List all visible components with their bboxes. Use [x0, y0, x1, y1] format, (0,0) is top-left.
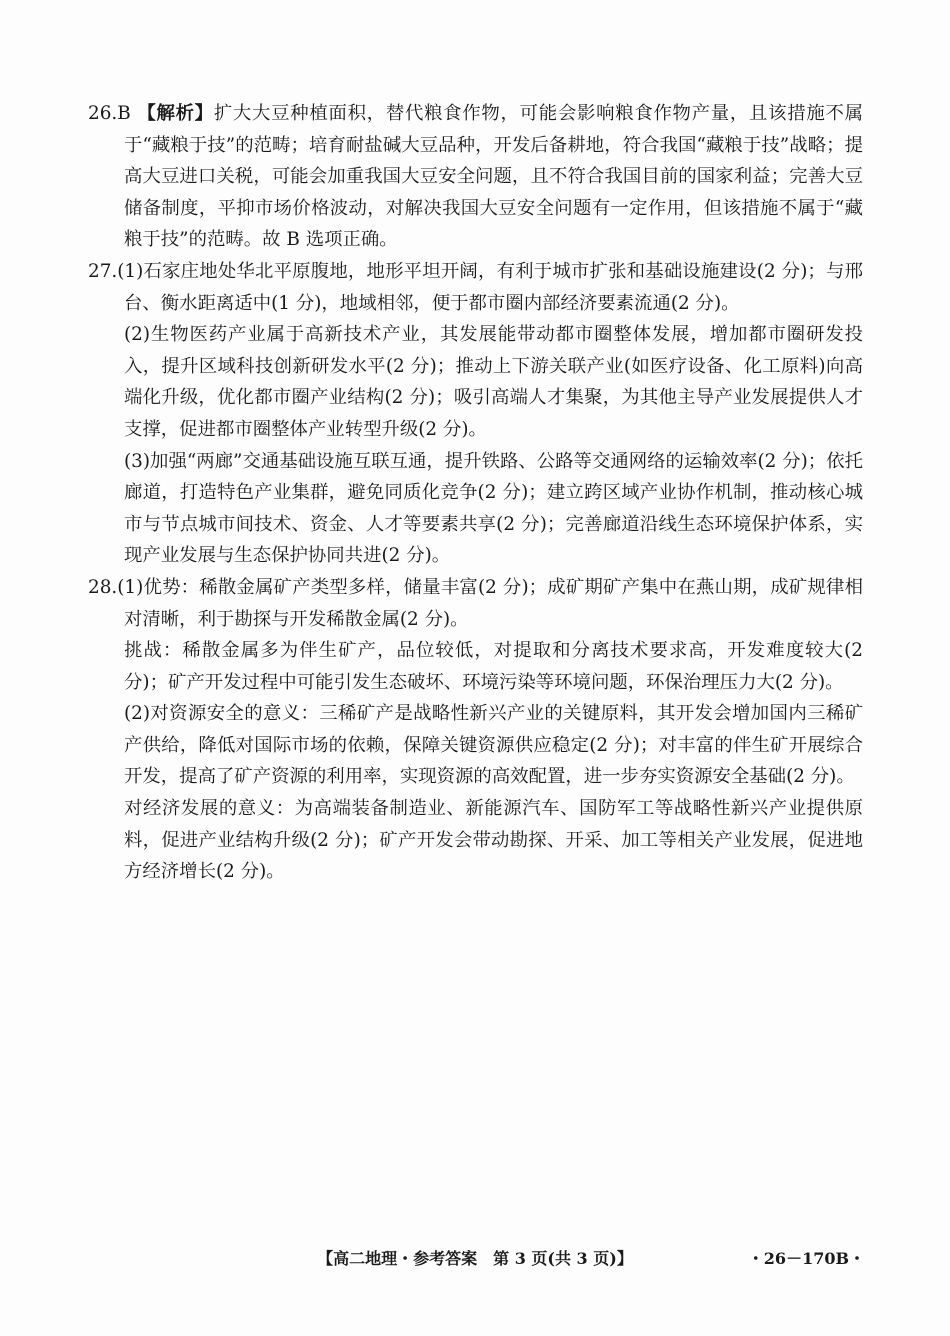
- answer-content: [88, 98, 863, 888]
- question-28-part-2-resource-security: (2)对资源安全的意义：三稀矿产是战略性新兴产业的关键原料，其开发会增加国内三稀矿产供给，降低对国际市场的依赖，保障关键资源供应稳定(2 分)；对丰富的伴生矿开展综合开发，提高了矿产资源的利用率，实现资源的高效配置，进一步夯实资源安全基础(2 分)。: [124, 703, 863, 788]
- question-26: [88, 98, 863, 256]
- question-28-part-1-challenges: 挑战：稀散金属多为伴生矿产，品位较低，对提取和分离技术要求高，开发难度较大(2 分)；矿产开发过程中可能引发生态破坏、环境污染等环境问题，环保治理压力大(2 分)。: [124, 640, 863, 693]
- question-28-part-2-economic: 对经济发展的意义：为高端装备制造业、新能源汽车、国防军工等战略性新兴产业提供原料，促进产业结构升级(2 分)；矿产开发会带动勘探、开采、加工等相关产业发展，促进地方经济增长(2 分)。: [124, 798, 863, 883]
- question-26-answer: B: [117, 103, 138, 124]
- question-28-part-1: [88, 572, 863, 635]
- page-footer: [0, 1246, 950, 1272]
- question-28-part-1-text: (1)优势：稀散金属矿产类型多样，储量丰富(2 分)；成矿期矿产集中在燕山期，成矿规律相对清晰，利于勘探与开发稀散金属(2 分)。: [117, 576, 863, 630]
- question-28-number: 28.: [88, 576, 118, 598]
- question-27-part-1-text: (1)石家庄地处华北平原腹地，地形平坦开阔，有利于城市扩张和基础设施建设(2 分)；与邢台、衡水距离适中(1 分)，地域相邻，便于都市圈内部经济要素流通(2 分)。: [117, 260, 863, 314]
- question-26-analysis-text: 扩大大豆种植面积，替代粮食作物，可能会影响粮食作物产量，且该措施不属于“藏粮于技”的范畴；培育耐盐碱大豆品种，开发后备耕地，符合我国“藏粮于技”战略；提高大豆进口关税，可能会加重我国大豆安全问题，且不符合我国目前的国家利益；完善大豆储备制度，平抑市场价格波动，对解决我国大豆安全问题有一定作用，但该措施不属于“藏粮于技”的范畴。故 B 选项正确。: [124, 103, 863, 251]
- footer-code: ・26－170B・: [747, 1249, 865, 1268]
- question-27-number: 27.: [88, 260, 118, 282]
- question-27-part-1: [88, 256, 863, 319]
- question-26-analysis-tag: 【解析】: [137, 103, 214, 124]
- question-27-part-3: (3)加强“两廊”交通基础设施互联互通，提升铁路、公路等交通网络的运输效率(2 分)；依托廊道，打造特色产业集群，避免同质化竞争(2 分)；建立跨区域产业协作机制，推动核心城市与节点城市间技术、资金、人才等要素共享(2 分)；完善廊道沿线生态环境保护体系，实现产业发展与生态保护协同共进(2 分)。: [124, 450, 863, 567]
- question-26-number: 26.: [88, 103, 118, 124]
- footer-title: 【高二地理・参考答案 第 3 页(共 3 页)】: [317, 1249, 633, 1268]
- question-27-part-2: (2)生物医药产业属于高新技术产业，其发展能带动都市圈整体发展，增加都市圈研发投入，提升区域科技创新研发水平(2 分)；推动上下游关联产业(如医疗设备、化工原料)向高端化升级，优化都市圈产业结构(2 分)；吸引高端人才集聚，为其他主导产业发展提供人才支撑，促进都市圈整体产业转型升级(2 分)。: [124, 324, 863, 440]
